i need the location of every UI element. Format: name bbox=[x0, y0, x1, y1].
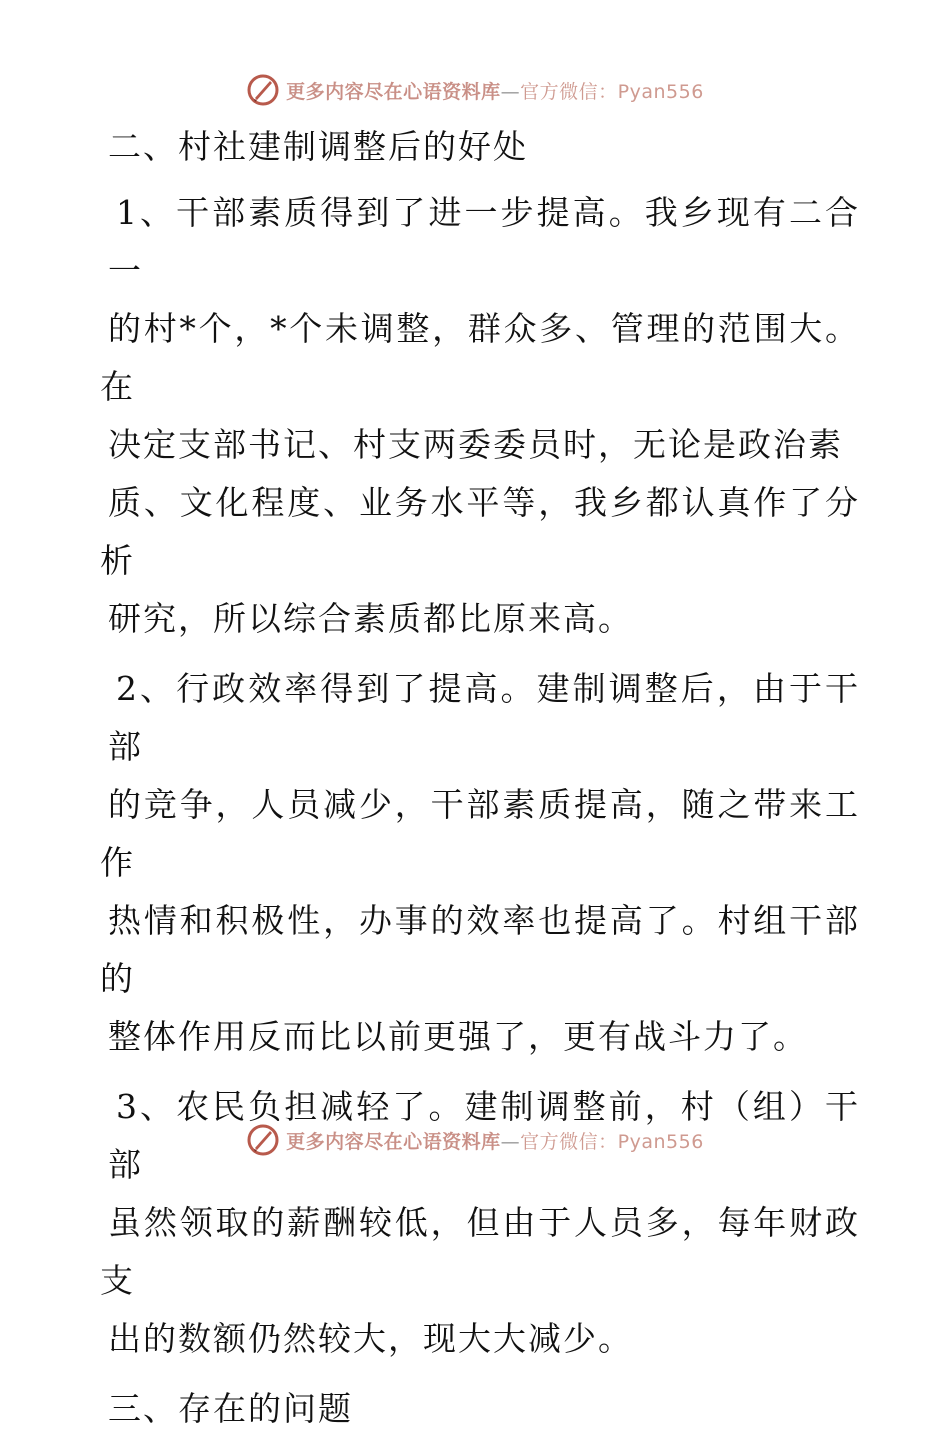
watermark-separator: — bbox=[500, 80, 521, 103]
paragraph-line: 决定支部书记、村支两委委员时，无论是政治素 bbox=[108, 425, 843, 464]
footer-watermark bbox=[0, 1120, 950, 1160]
watermark-main: 更多内容尽在心语资料库 bbox=[286, 80, 501, 103]
paragraph-line: 的竞争，人员减少，干部素质提高，随之带来工作 bbox=[100, 785, 860, 882]
watermark-text bbox=[286, 77, 704, 104]
document-body bbox=[100, 118, 860, 1446]
quill-pen-icon bbox=[246, 1123, 280, 1157]
watermark-contact: 官方微信：Pyan556 bbox=[520, 80, 704, 103]
watermark-text bbox=[286, 1127, 704, 1154]
paragraph-line: 出的数额仍然较大，现大大减少。 bbox=[108, 1319, 633, 1358]
paragraph-line: 研究，所以综合素质都比原来高。 bbox=[108, 599, 633, 638]
header-watermark bbox=[0, 70, 950, 110]
quill-pen-icon bbox=[246, 73, 280, 107]
watermark-main: 更多内容尽在心语资料库 bbox=[286, 1130, 501, 1153]
paragraph-2 bbox=[100, 660, 860, 1066]
paragraph-line: 热情和积极性，办事的效率也提高了。村组干部的 bbox=[100, 901, 860, 998]
watermark-separator: — bbox=[500, 1130, 521, 1153]
paragraph-line: 质、文化程度、业务水平等，我乡都认真作了分析 bbox=[100, 483, 860, 580]
paragraph-1 bbox=[100, 184, 860, 648]
section-heading-benefits: 二、村社建制调整后的好处 bbox=[108, 127, 528, 166]
paragraph-line: 2、行政效率得到了提高。建制调整后，由于干部 bbox=[108, 669, 860, 766]
paragraph-line: 3、农民负担减轻了。建制调整前，村（组）干部 bbox=[108, 1087, 860, 1184]
section-heading-problems: 三、存在的问题 bbox=[108, 1389, 353, 1428]
watermark-contact: 官方微信：Pyan556 bbox=[520, 1130, 704, 1153]
paragraph-line: 虽然领取的薪酬较低，但由于人员多，每年财政支 bbox=[100, 1203, 860, 1300]
paragraph-line: 的村*个，*个未调整，群众多、管理的范围大。在 bbox=[100, 309, 860, 406]
paragraph-line: 整体作用反而比以前更强了，更有战斗力了。 bbox=[108, 1017, 808, 1056]
paragraph-line: 1、干部素质得到了进一步提高。我乡现有二合一 bbox=[108, 193, 860, 290]
